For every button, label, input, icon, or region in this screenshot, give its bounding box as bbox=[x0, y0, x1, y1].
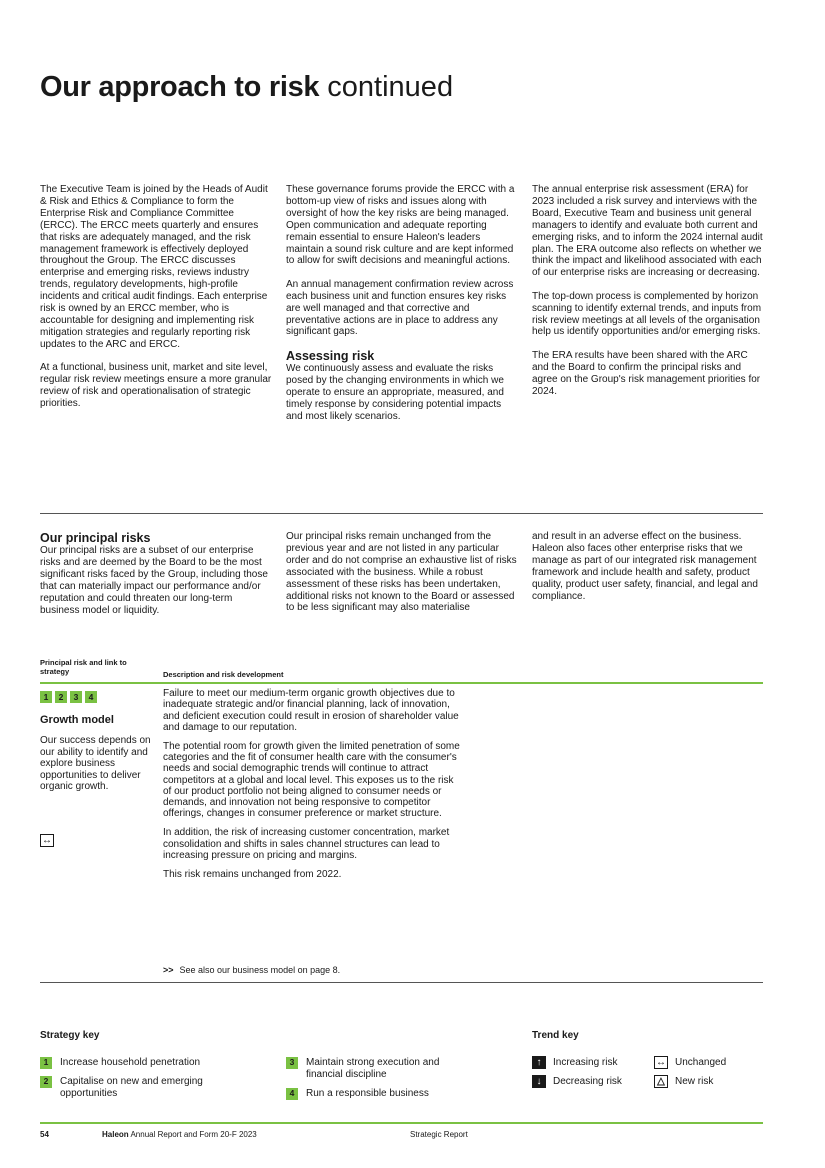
intro-col3-paragraph: The ERA results have been shared with the ARC and the Board to confirm the principal risks and agree on the Group's risk management priorities for 2024. bbox=[532, 349, 761, 397]
strategy-badge: 2 bbox=[55, 691, 67, 703]
footer-brand: Haleon bbox=[102, 1130, 129, 1139]
strategy-key-badge: 1 bbox=[40, 1057, 52, 1069]
footer-rule bbox=[40, 1122, 763, 1124]
trend-key-item bbox=[532, 1075, 622, 1088]
intro-column-3 bbox=[532, 184, 764, 409]
principal-risks-column-2 bbox=[286, 531, 518, 626]
strategy-key-item bbox=[286, 1088, 486, 1100]
strategy-badge: 4 bbox=[85, 691, 97, 703]
risk-description bbox=[163, 688, 463, 887]
trend-key-item bbox=[654, 1056, 726, 1069]
principal-risks-column-3 bbox=[532, 531, 764, 614]
table-bottom-rule bbox=[40, 982, 763, 983]
strategy-key-heading: Strategy key bbox=[40, 1030, 100, 1041]
trend-key-heading: Trend key bbox=[532, 1030, 579, 1041]
trend-key-label: Unchanged bbox=[675, 1057, 727, 1068]
see-also-marker: >> bbox=[163, 965, 174, 975]
risk-description-paragraph: Failure to meet our medium-term organic growth objectives due to inadequate strategic and/or financial planning, lack of innovation, and deficient execution could result in erosion of shareholder value and damage to our reputation. bbox=[163, 688, 459, 733]
intro-column-2 bbox=[286, 184, 518, 434]
trend-key-label: New risk bbox=[675, 1076, 714, 1087]
page-title-bold: Our approach to risk bbox=[40, 71, 320, 103]
table-header-description: Description and risk development bbox=[163, 670, 284, 679]
risk-description-paragraph: The potential room for growth given the limited penetration of some categories and the fit of consumer health care with the consumer's needs and social demographic trends will continue to attract competitors at a global and local level. This exposes us to the risk of our product portfolio not being aligned to consumer needs or demands, and innovation not being responsive to competitor offerings, changes in consumer preference or market structure. bbox=[163, 740, 460, 820]
page-title-continued: continued bbox=[327, 71, 454, 103]
section-divider bbox=[40, 513, 763, 514]
assessing-risk-paragraph: We continuously assess and evaluate the risks posed by the changing environments in which we operate to ensure an appropriate, measured, and timely response by considering potential impacts and most likely scenarios. bbox=[286, 362, 504, 422]
see-also-link[interactable] bbox=[163, 965, 340, 975]
intro-col1-paragraph: At a functional, business unit, market and site level, regular risk review meetings ensure a more granular review of risk and operationalisation of strategic priorities. bbox=[40, 362, 272, 409]
assessing-risk-heading: Assessing risk bbox=[286, 348, 375, 363]
strategy-key-item bbox=[286, 1057, 446, 1080]
table-header-risk: Principal risk and link to strategy bbox=[40, 658, 127, 676]
strategy-badge: 1 bbox=[40, 691, 52, 703]
strategy-key-label: Increase household penetration bbox=[60, 1057, 201, 1068]
risk-summary: Our success depends on our ability to identify and explore business opportunities to deliver organic growth. bbox=[40, 735, 151, 792]
trend-key-item bbox=[532, 1056, 617, 1069]
risk-description-paragraph: In addition, the risk of increasing customer concentration, market consolidation and shifts in sales channel structures can lead to increasing pressure on pricing and margins. bbox=[163, 827, 450, 861]
intro-col1-paragraph: The Executive Team is joined by the Heads of Audit & Risk and Ethics & Compliance to form the Enterprise Risk and Compliance Committee (ERCC). The ERCC meets quarterly and ensures that risks are adequately managed, and the risk management framework is effectively deployed throughout the Group. The ERCC discusses enterprise and emerging risks, reviews industry trends, regulatory developments, high-profile incidents and critical audit findings. Each enterprise risk is owned by an ERCC member, who is accountable for designing and implementing risk mitigation strategies and regularly reporting risk updates to the ARC and ERCC. bbox=[40, 184, 268, 350]
arrow-up-icon: ↑ bbox=[532, 1056, 546, 1069]
trend-key-label: Increasing risk bbox=[553, 1057, 618, 1068]
page-title bbox=[40, 70, 453, 104]
principal-risks-column-1 bbox=[40, 531, 272, 628]
footer-section: Strategic Report bbox=[410, 1130, 468, 1139]
trend-key-label: Decreasing risk bbox=[553, 1076, 622, 1087]
table-header-rule bbox=[40, 682, 763, 684]
footer-doc-title: Annual Report and Form 20-F 2023 bbox=[130, 1130, 257, 1139]
see-also-text: See also our business model on page 8. bbox=[179, 965, 341, 975]
strategy-key-label: Capitalise on new and emerging opportunities bbox=[60, 1076, 203, 1099]
strategy-key-label: Run a responsible business bbox=[306, 1088, 429, 1099]
strategy-key-label: Maintain strong execution and financial discipline bbox=[306, 1057, 440, 1080]
unchanged-icon: ↔ bbox=[656, 1057, 666, 1068]
principal-risks-heading: Our principal risks bbox=[40, 531, 151, 545]
principal-risks-paragraph: Our principal risks remain unchanged from the previous year and are not listed in any particular order and do not comprise an exhaustive list of risks associated with the business. While a robust assessment of these risks has been undertaken, additional risks not known to the Board or assessed to be less significant may also materialise bbox=[286, 531, 517, 614]
strategy-key-item bbox=[40, 1057, 260, 1069]
trend-key-item bbox=[654, 1075, 713, 1088]
principal-risks-paragraph: Our principal risks are a subset of our enterprise risks and are deemed by the Board to be the most significant risks faced by the Group, including those that can materially impact our performance and/or reputation and could threaten our long-term business model or liquidity. bbox=[40, 545, 268, 616]
unchanged-icon: ↔ bbox=[42, 834, 52, 846]
strategy-key-badge: 2 bbox=[40, 1076, 52, 1088]
page-number: 54 bbox=[40, 1130, 49, 1139]
risk-description-paragraph: This risk remains unchanged from 2022. bbox=[163, 868, 342, 880]
intro-col2-paragraph: These governance forums provide the ERCC with a bottom-up view of risks and issues along with oversight of how the key risks are being managed. Open communication and adequate reporting remain essential to ensure Haleon's leaders maintain a sound risk culture and are kept informed to allow for swift decisions and meaningful actions. bbox=[286, 184, 515, 267]
intro-column-1 bbox=[40, 184, 272, 421]
strategy-key-badge: 4 bbox=[286, 1088, 298, 1100]
new-risk-icon: △ bbox=[654, 1075, 668, 1088]
intro-col3-paragraph: The annual enterprise risk assessment (ERA) for 2023 included a risk survey and interviews with the Board, Executive Team and business unit general managers to identify and evaluate both current and emerging risks, and to inform the 2024 internal audit plan. The ERA outcome also reflects on whether we think the impact and likelihood associated with each of our enterprise risks are increasing or decreasing. bbox=[532, 184, 763, 279]
footer-document bbox=[102, 1130, 257, 1139]
risk-name: Growth model bbox=[40, 714, 114, 726]
strategy-key-item bbox=[40, 1076, 230, 1099]
intro-col3-paragraph: The top-down process is complemented by horizon scanning to identify external trends, and inputs from risk review meetings at all levels of the organisation help us identify opportunities and/or emerging risks. bbox=[532, 290, 762, 338]
principal-risks-paragraph: and result in an adverse effect on the business. Haleon also faces other enterprise risks that we manage as part of our integrated risk management framework and include health and safety, product quality, product user safety, financial, and legal and compliance. bbox=[532, 531, 758, 602]
intro-col2-paragraph: An annual management confirmation review across each business unit and function ensures key risks are well managed and that corrective and preventative actions are in place to address any significant gaps. bbox=[286, 278, 514, 338]
strategy-badge: 3 bbox=[70, 691, 82, 703]
strategy-link-badges bbox=[40, 691, 97, 703]
strategy-key-badge: 3 bbox=[286, 1057, 298, 1069]
arrow-down-icon: ↓ bbox=[532, 1075, 546, 1088]
